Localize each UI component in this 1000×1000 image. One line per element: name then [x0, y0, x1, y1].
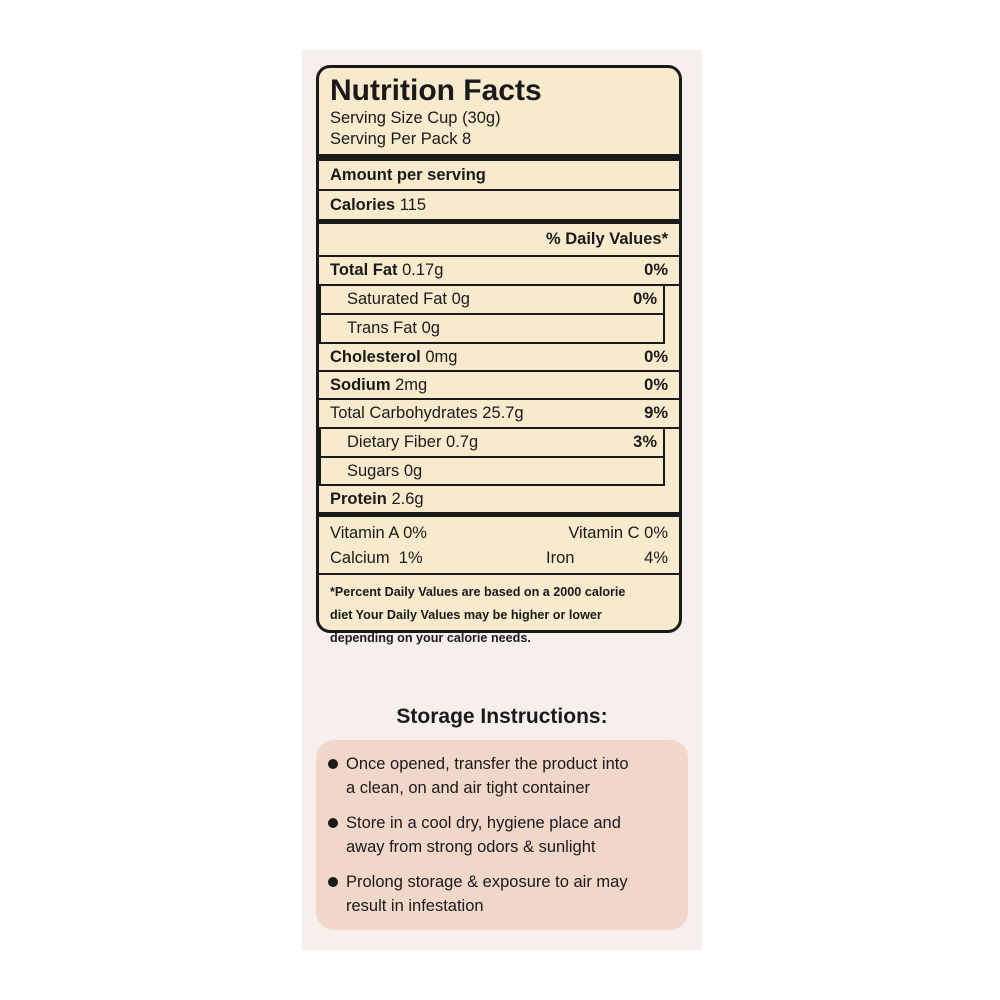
nutrient-pct: 0%	[644, 347, 668, 366]
footnote-line: *Percent Daily Values are based on a 2000 calorie	[330, 585, 626, 599]
nutrient-row-total-fat	[319, 257, 679, 286]
nutrient-amount: 0g	[421, 319, 440, 337]
calories-label: Calories	[330, 195, 396, 214]
servings-per-pack: Serving Per Pack 8	[330, 130, 472, 148]
vitamin-value: 0%	[644, 524, 668, 542]
nutrition-facts-label	[316, 65, 682, 645]
nutrient-amount: 25.7g	[482, 404, 524, 422]
nutrient-amount: 2.6g	[391, 489, 424, 508]
storage-item	[328, 752, 678, 800]
nutrient-row-saturated-fat	[319, 286, 665, 315]
vitamins-block	[319, 517, 679, 575]
serving-size: Serving Size Cup (30g)	[330, 109, 501, 127]
vitamin-row	[330, 546, 668, 571]
vitamin-value: 0%	[403, 524, 427, 542]
nutrient-amount: 0g	[403, 461, 423, 480]
footnote-line: depending on your calorie needs.	[330, 631, 531, 645]
storage-item-line: away from strong odors & sunlight	[346, 838, 596, 856]
vitamin-label: Vitamin A	[330, 524, 399, 542]
nutrient-label: Trans Fat	[347, 319, 417, 337]
nutrient-label: Cholesterol	[330, 347, 421, 366]
nutrient-row-sugars	[319, 458, 665, 486]
amount-per-serving-row	[319, 161, 679, 191]
vitamin-row	[330, 521, 668, 546]
daily-values-header-row	[319, 224, 679, 257]
calories-row	[319, 191, 679, 224]
storage-item-line: result in infestation	[346, 897, 484, 915]
vitamin-label: Vitamin C	[568, 524, 640, 542]
nutrient-label: Sodium	[330, 375, 391, 394]
bullet-icon	[328, 877, 338, 887]
nutrient-amount: 2mg	[395, 375, 428, 394]
nutrient-amount: 0.17g	[402, 261, 444, 279]
nutrient-row-trans-fat	[319, 315, 665, 344]
storage-item	[328, 870, 678, 918]
amount-per-serving: Amount per serving	[330, 165, 486, 184]
nutrient-label: Saturated Fat	[347, 290, 447, 308]
nutrient-amount: 0mg	[425, 347, 458, 366]
storage-item-line: a clean, on and air tight container	[346, 779, 590, 797]
nutrient-pct: 0%	[644, 261, 668, 279]
nutrient-pct: 9%	[644, 404, 668, 422]
vitamin-label: Calcium	[330, 549, 390, 567]
storage-item	[328, 811, 678, 859]
daily-values-footnote	[319, 575, 679, 656]
vitamin-value: 4%	[644, 549, 668, 567]
storage-item-line: Once opened, transfer the product into	[346, 755, 629, 773]
nutrient-pct: 3%	[633, 433, 657, 451]
daily-values-header: % Daily Values*	[546, 230, 668, 248]
vitamin-label: Iron	[546, 549, 575, 567]
nutrient-row-protein	[319, 486, 679, 517]
nutrient-row-dietary-fiber	[319, 429, 665, 458]
nutrient-row-total-carbohydrates	[319, 400, 679, 429]
calories-value: 115	[399, 195, 427, 214]
nutrient-label: Dietary Fiber	[347, 433, 442, 451]
vitamin-value: 1%	[398, 549, 423, 567]
thick-divider	[319, 154, 679, 161]
nutrition-header	[319, 68, 679, 154]
nutrient-row-cholesterol	[319, 344, 679, 372]
bullet-icon	[328, 759, 338, 769]
nutrient-amount: 0g	[451, 290, 470, 308]
nutrient-row-sodium	[319, 372, 679, 400]
storage-title: Storage Instructions:	[396, 705, 608, 728]
storage-instructions	[316, 740, 688, 930]
storage-item-line: Store in a cool dry, hygiene place and	[346, 814, 621, 832]
nutrient-label: Total Carbohydrates	[330, 404, 478, 422]
bullet-icon	[328, 818, 338, 828]
nutrient-pct: 0%	[644, 375, 668, 394]
nutrient-label: Sugars	[347, 461, 400, 480]
nutrient-amount: 0.7g	[446, 433, 479, 451]
nutrient-label: Total Fat	[330, 261, 398, 279]
nutrition-title: Nutrition Facts	[330, 74, 542, 107]
storage-item-line: Prolong storage & exposure to air may	[346, 873, 628, 891]
nutrient-label: Protein	[330, 489, 387, 508]
footnote-line: diet Your Daily Values may be higher or lower	[330, 608, 602, 622]
nutrient-pct: 0%	[633, 290, 657, 308]
